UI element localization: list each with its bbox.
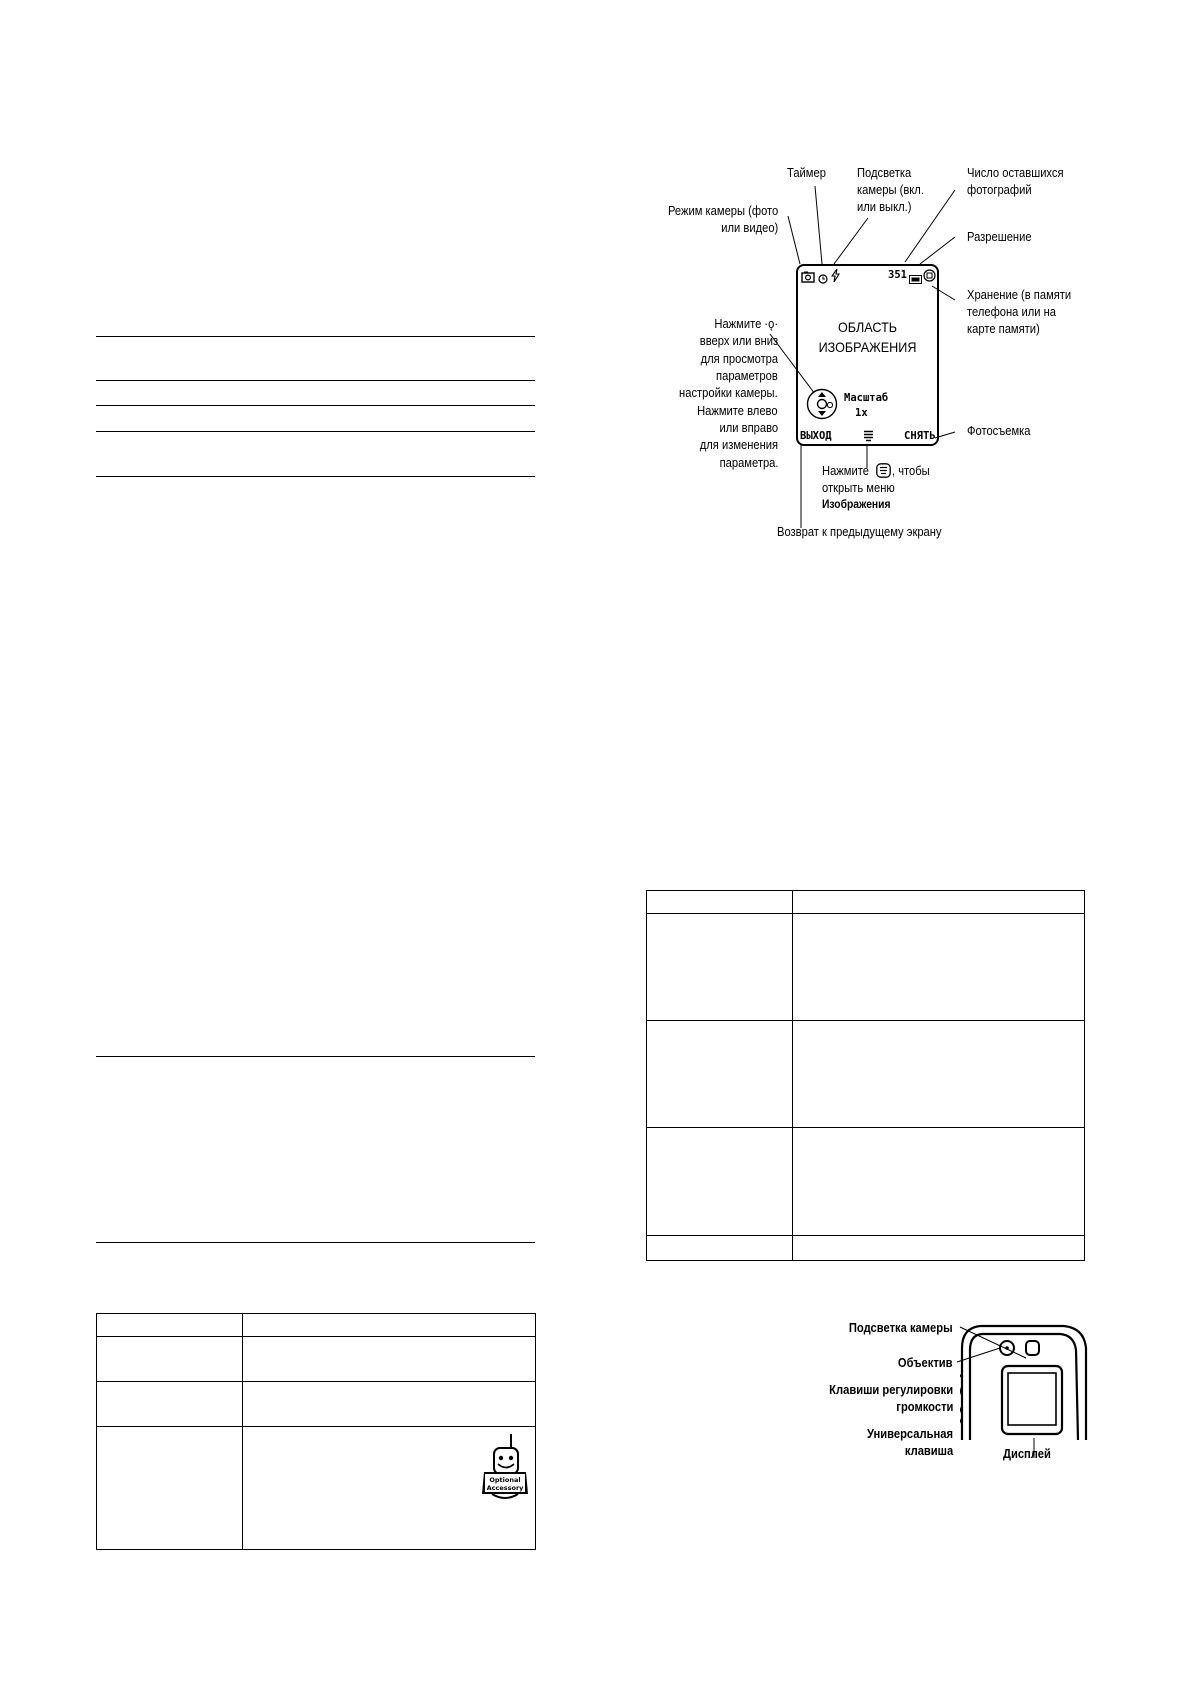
menu-hint-line2: открыть меню — [822, 480, 895, 495]
label-flash-line2: камеры (вкл. — [857, 182, 924, 197]
label-camera-flash: Подсветка камеры — [849, 1320, 953, 1335]
label-timer: Таймер — [787, 165, 826, 180]
zoom-value: 1x — [855, 407, 868, 419]
resolution-icon — [909, 271, 922, 289]
table-row — [647, 913, 1084, 914]
label-remaining-line2: фотографий — [967, 182, 1032, 197]
label-lens: Объектив — [898, 1355, 953, 1370]
label-nav-line9: параметра. — [719, 455, 778, 470]
label-resolution: Разрешение — [967, 229, 1032, 244]
exit-softkey[interactable]: ВЫХОД — [800, 430, 832, 442]
menu-hint-prefix: Нажмите — [822, 463, 869, 478]
flash-icon — [831, 269, 840, 287]
timer-icon — [818, 271, 828, 289]
label-nav-line3: для просмотра — [700, 351, 778, 366]
table-row — [647, 1020, 1084, 1021]
label-smart-key-line1: Универсальная — [867, 1426, 953, 1441]
label-storage-line2: телефона или на — [967, 304, 1057, 319]
navigation-key-icon — [806, 388, 838, 425]
label-flash-line1: Подсветка — [857, 165, 912, 180]
label-display: Дисплей — [1003, 1446, 1051, 1461]
label-storage-line1: Хранение (в памяти — [967, 287, 1072, 302]
right-table — [646, 890, 1085, 1261]
rule — [96, 1242, 535, 1243]
menu-hint — [822, 462, 962, 512]
remaining-count: 351 — [888, 269, 907, 281]
camera-viewfinder-screen — [796, 264, 939, 446]
menu-hint-line3: Изображения — [822, 497, 891, 511]
label-volume-line1: Клавиши регулировки — [829, 1382, 953, 1397]
label-smart-key-line2: клавиша — [904, 1443, 953, 1458]
label-back: Возврат к предыдущему экрану — [777, 524, 942, 539]
label-mode-line1: Режим камеры (фото — [667, 203, 778, 218]
camera-mode-icon — [801, 270, 815, 288]
menu-key-icon[interactable] — [864, 429, 873, 447]
table-row — [647, 1127, 1084, 1128]
label-storage-line3: карте памяти) — [967, 321, 1040, 336]
menu-hint-suffix: , чтобы — [892, 463, 930, 478]
image-area-line1: ОБЛАСТЬ — [837, 319, 898, 335]
label-mode-line2: или видео) — [721, 220, 778, 235]
table-column-divider — [792, 891, 793, 1260]
label-nav-line6: Нажмите влево — [697, 403, 778, 418]
label-nav-line5: настройки камеры. — [679, 385, 778, 400]
label-remaining-line1: Число оставшихся — [967, 165, 1064, 180]
label-nav-line4: параметров — [716, 368, 778, 383]
capture-softkey[interactable]: СНЯТЬ — [904, 430, 936, 442]
badge-line1: Optional — [489, 1476, 521, 1484]
label-capture: Фотосъемка — [967, 423, 1031, 438]
badge-line2: Accessory — [486, 1484, 524, 1492]
rule — [96, 1056, 535, 1057]
storage-icon — [923, 269, 936, 287]
table-row — [647, 1235, 1084, 1236]
leader-lines — [0, 0, 1190, 560]
label-nav-line1: Нажмите ·ǫ· — [714, 316, 778, 331]
image-area-line2: ИЗОБРАЖЕНИЯ — [818, 339, 917, 355]
label-nav-line7: или вправо — [719, 420, 778, 435]
label-volume-line2: громкости — [895, 1399, 953, 1414]
label-nav-line2: вверх или вниз — [699, 333, 778, 348]
zoom-label: Масштаб — [844, 392, 889, 404]
label-flash-line3: или выкл.) — [857, 199, 912, 214]
label-nav-line8: для изменения — [699, 437, 778, 452]
